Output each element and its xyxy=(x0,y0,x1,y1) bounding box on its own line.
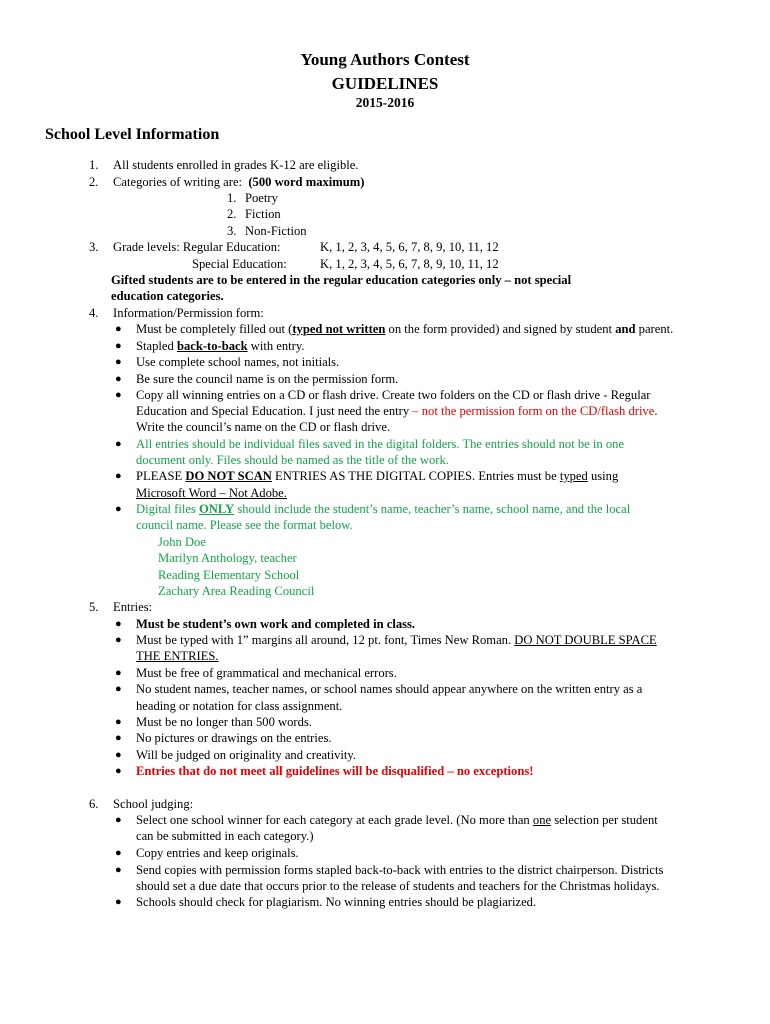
item-5-label: Entries: xyxy=(113,600,153,614)
bullet-icon: ● xyxy=(115,749,122,761)
item-4-bullet-5-line3: Write the council’s name on the CD or flash drive. xyxy=(136,420,391,434)
bullet-icon: ● xyxy=(115,389,122,401)
bullet-icon: ● xyxy=(115,356,122,368)
item-4-bullet-3: Use complete school names, not initials. xyxy=(136,355,340,369)
list-number-5: 5. xyxy=(89,600,99,614)
bullet-icon: ● xyxy=(115,503,122,515)
item-4-bullet-5-line1: Copy all winning entries on a CD or flash drive. Create two folders on the CD or flash drive - Regular xyxy=(136,388,651,402)
sublist-number-3: 3. xyxy=(227,224,237,238)
category-poetry: Poetry xyxy=(245,191,278,205)
item-4-bullet-6-line1: All entries should be individual files saved in the digital folders. The entries should not be in one xyxy=(136,437,625,451)
item-5-bullet-1: Must be student’s own work and completed in class. xyxy=(136,617,416,631)
bullet-icon: ● xyxy=(115,814,122,826)
grade-special-label: Special Education: xyxy=(192,257,287,271)
item-6-bullet-3-line1: Send copies with permission forms stapled back-to-back with entries to the district chairperson. Districts xyxy=(136,863,664,877)
bullet-icon: ● xyxy=(115,896,122,908)
gifted-note-line2: education categories. xyxy=(111,289,224,303)
item-5-bullet-4-line2: heading or notation for class assignment. xyxy=(136,699,343,713)
sublist-number-1: 1. xyxy=(227,191,237,205)
list-number-1: 1. xyxy=(89,158,99,172)
item-6-bullet-1-line2: can be submitted in each category.) xyxy=(136,829,314,843)
grade-regular-label: Grade levels: Regular Education: xyxy=(113,240,281,254)
category-fiction: Fiction xyxy=(245,207,281,221)
item-1-text: All students enrolled in grades K-12 are eligible. xyxy=(113,158,359,172)
bullet-icon: ● xyxy=(115,716,122,728)
item-5-bullet-4-line1: No student names, teacher names, or school names should appear anywhere on the written entry as a xyxy=(136,682,643,696)
bullet-icon: ● xyxy=(115,864,122,876)
bullet-icon: ● xyxy=(115,323,122,335)
item-6-bullet-3-line2: should set a due date that occurs prior to the release of students and teachers for the Christmas holidays. xyxy=(136,879,660,893)
item-5-bullet-2-line2: THE ENTRIES. xyxy=(136,649,219,663)
bullet-icon: ● xyxy=(115,340,122,352)
bullet-icon: ● xyxy=(115,765,122,777)
bullet-icon: ● xyxy=(115,732,122,744)
example-teacher-name: Marilyn Anthology, teacher xyxy=(158,551,297,565)
list-number-4: 4. xyxy=(89,306,99,320)
sublist-number-2: 2. xyxy=(227,207,237,221)
doc-title: Young Authors Contest xyxy=(300,50,470,69)
item-6-bullet-2: Copy entries and keep originals. xyxy=(136,846,299,860)
bullet-icon: ● xyxy=(115,667,122,679)
example-council-name: Zachary Area Reading Council xyxy=(158,584,315,598)
item-5-bullet-8: Entries that do not meet all guidelines will be disqualified – no exceptions! xyxy=(136,764,534,778)
bullet-icon: ● xyxy=(115,618,122,630)
list-number-2: 2. xyxy=(89,175,99,189)
bullet-icon: ● xyxy=(115,438,122,450)
doc-year: 2015-2016 xyxy=(355,95,415,110)
item-5-bullet-5: Must be no longer than 500 words. xyxy=(136,715,312,729)
category-nonfiction: Non-Fiction xyxy=(245,224,307,238)
bullet-icon: ● xyxy=(115,847,122,859)
bullet-icon: ● xyxy=(115,470,122,482)
item-5-bullet-7: Will be judged on originality and creativity. xyxy=(136,748,357,762)
bullet-icon: ● xyxy=(115,634,122,646)
item-4-bullet-6-line2: document only. Files should be named as the title of the work. xyxy=(136,453,449,467)
item-4-bullet-1: Must be completely filled out (typed not written on the form provided) and signed by student and parent. xyxy=(136,322,674,336)
item-4-label: Information/Permission form: xyxy=(113,306,264,320)
item-4-bullet-5-line2: Education and Special Education. I just need the entry – not the permission form on the CD/flash drive. xyxy=(136,404,658,418)
item-5-bullet-2-line1: Must be typed with 1” margins all around, 12 pt. font, Times New Roman. DO NOT DOUBLE SPACE xyxy=(136,633,657,647)
item-4-bullet-4: Be sure the council name is on the permission form. xyxy=(136,372,399,386)
bullet-icon: ● xyxy=(115,683,122,695)
bullet-icon: ● xyxy=(115,373,122,385)
word-maximum: (500 word maximum) xyxy=(248,175,365,189)
list-number-3: 3. xyxy=(89,240,99,254)
item-2-text xyxy=(113,174,364,190)
doc-subtitle: GUIDELINES xyxy=(331,74,439,93)
item-6-bullet-4: Schools should check for plagiarism. No winning entries should be plagiarized. xyxy=(136,895,537,909)
item-5-bullet-3: Must be free of grammatical and mechanical errors. xyxy=(136,666,397,680)
item-6-bullet-1-line1: Select one school winner for each category at each grade level. (No more than one selection per student xyxy=(136,813,658,827)
grade-regular-values: K, 1, 2, 3, 4, 5, 6, 7, 8, 9, 10, 11, 12 xyxy=(320,240,499,254)
grade-special-values: K, 1, 2, 3, 4, 5, 6, 7, 8, 9, 10, 11, 12 xyxy=(320,257,499,271)
categories-label: Categories of writing are: xyxy=(113,175,243,189)
section-heading: School Level Information xyxy=(45,126,220,143)
item-4-bullet-8-line1: Digital files ONLY should include the student’s name, teacher’s name, school name, and the local xyxy=(136,502,631,516)
item-4-bullet-7-line1: PLEASE DO NOT SCAN ENTRIES AS THE DIGITAL COPIES. Entries must be typed using xyxy=(136,469,619,483)
item-4-bullet-7-line2: Microsoft Word – Not Adobe. xyxy=(136,486,287,500)
item-6-label: School judging: xyxy=(113,797,194,811)
gifted-note-line1: Gifted students are to be entered in the regular education categories only – not special xyxy=(111,273,572,287)
example-student-name: John Doe xyxy=(158,535,206,549)
example-school-name: Reading Elementary School xyxy=(158,568,300,582)
list-number-6: 6. xyxy=(89,797,99,811)
item-4-bullet-2: Stapled back-to-back with entry. xyxy=(136,339,305,353)
item-5-bullet-6: No pictures or drawings on the entries. xyxy=(136,731,332,745)
item-4-bullet-8-line2: council name. Please see the format below. xyxy=(136,518,353,532)
